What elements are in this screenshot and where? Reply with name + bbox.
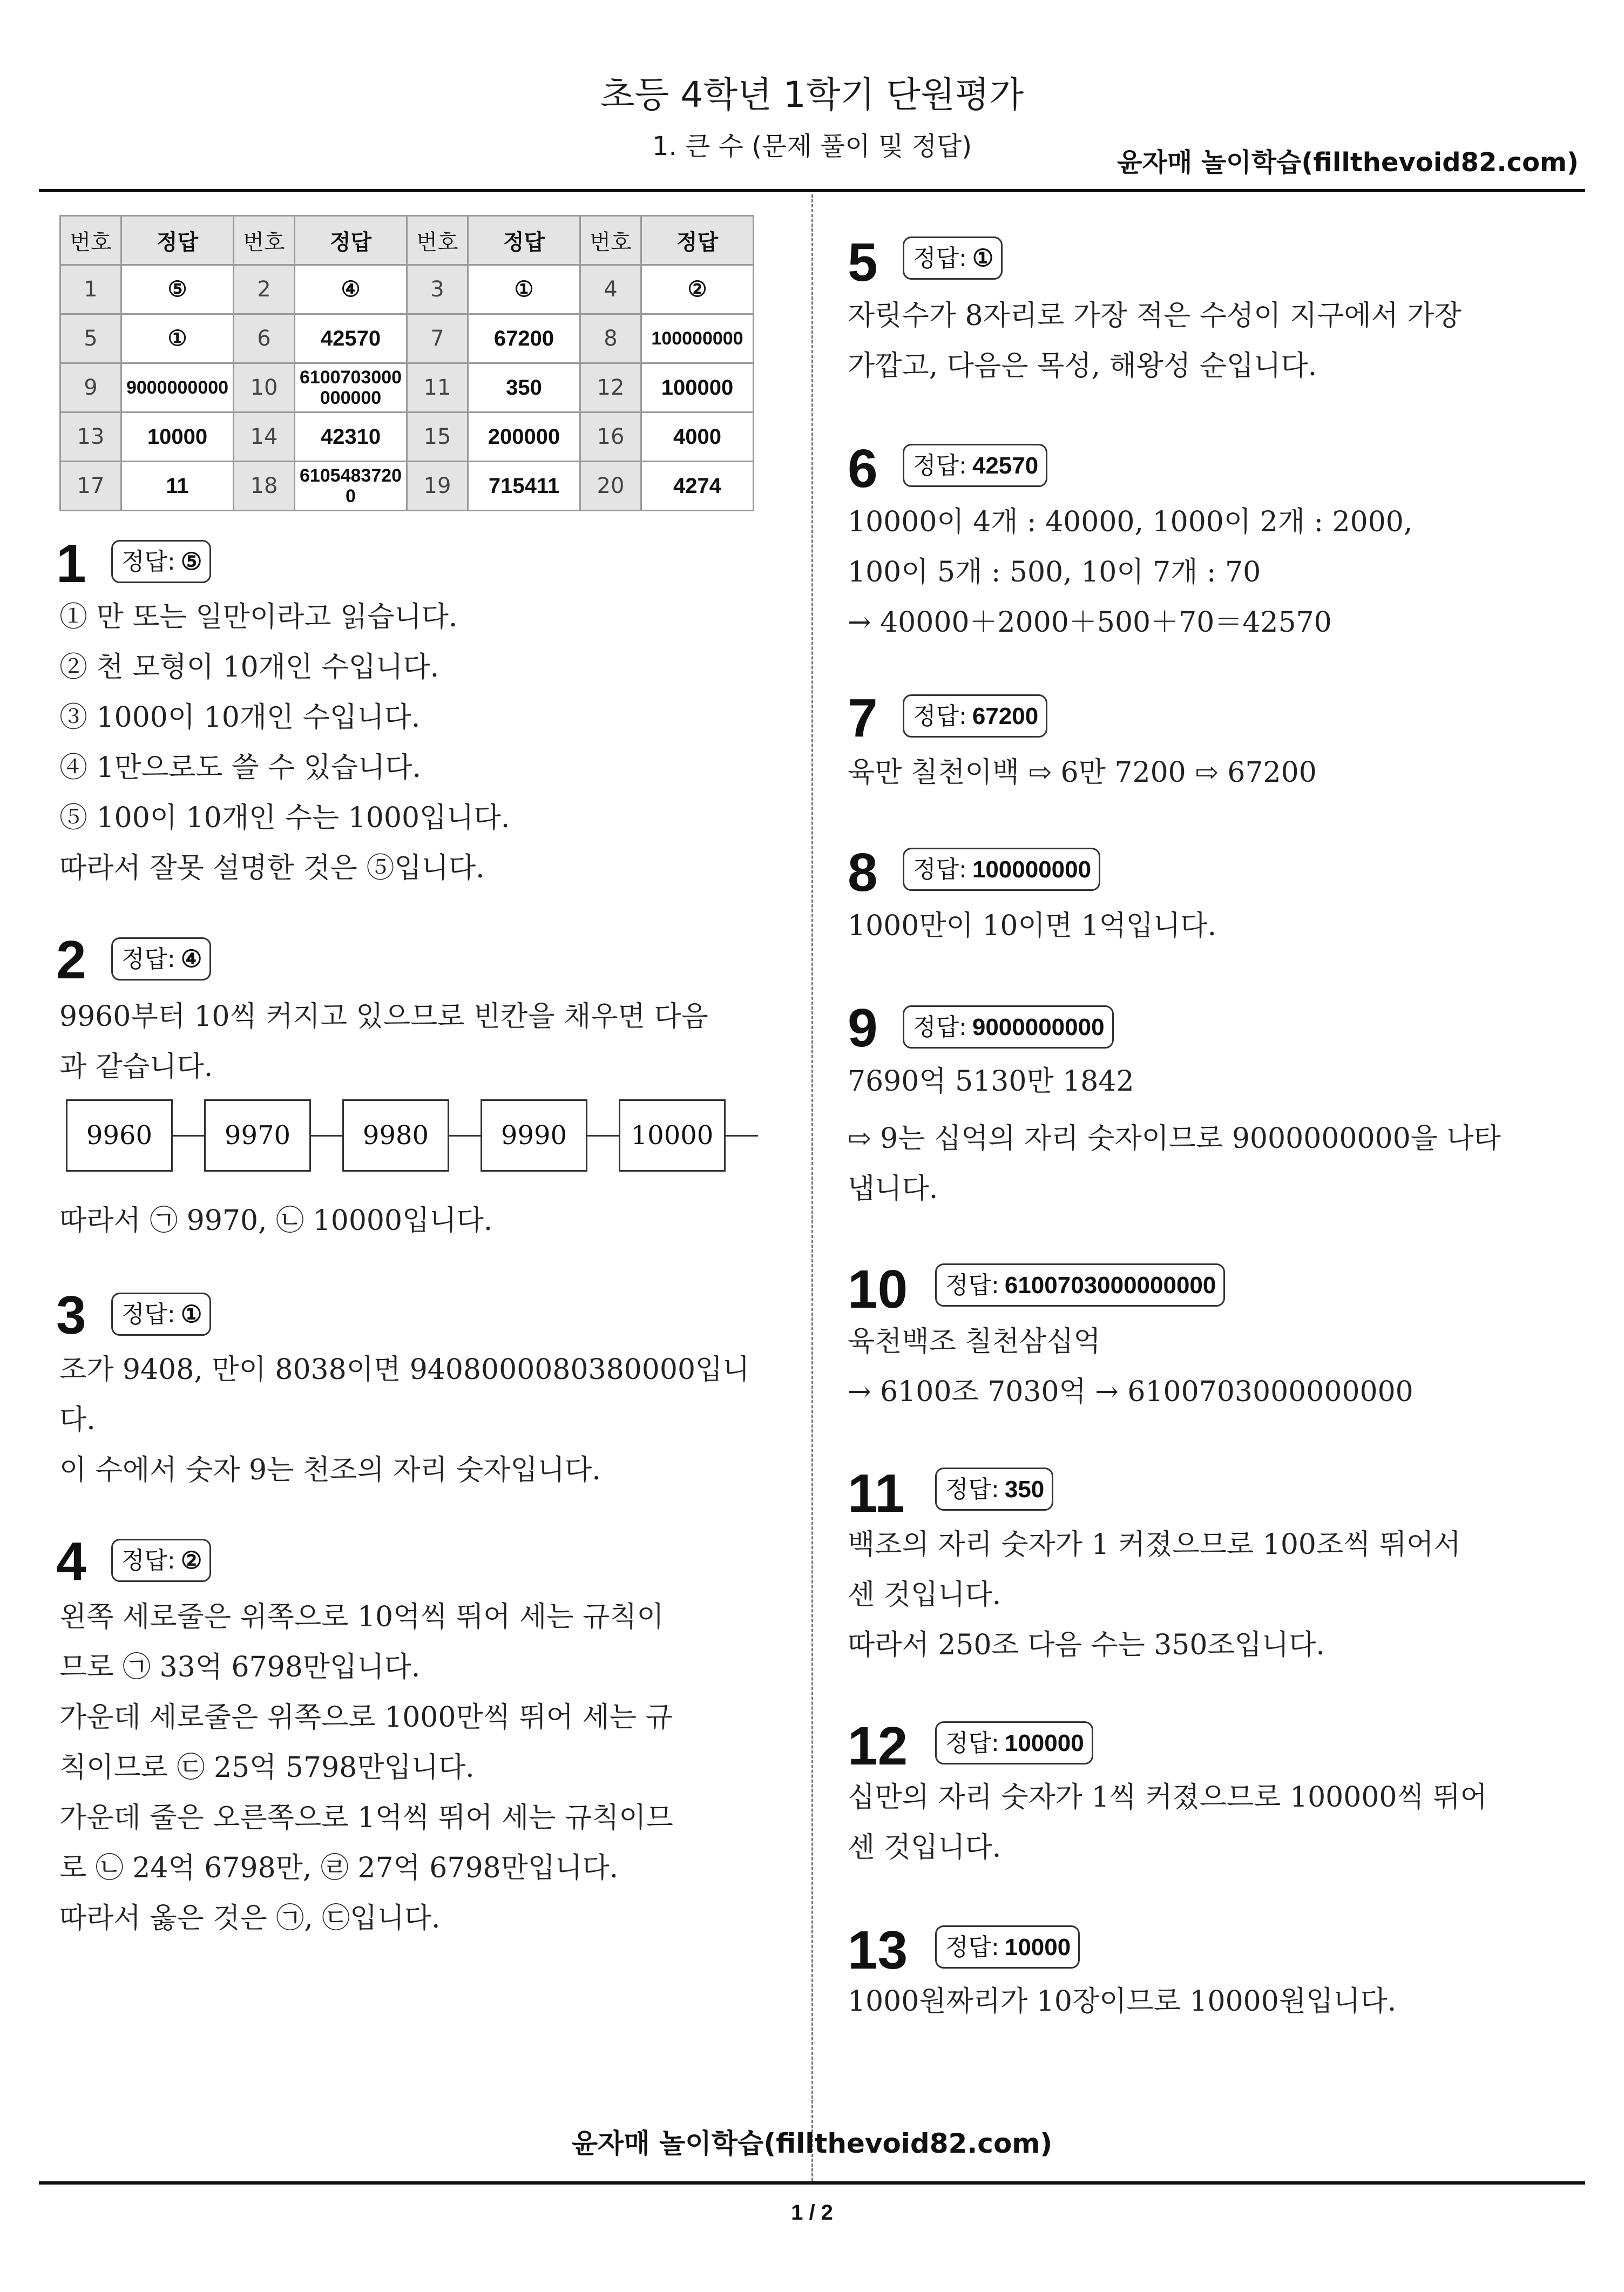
answer-badge	[935, 1263, 1225, 1307]
problem-number: 12	[848, 1716, 908, 1776]
badge-value: 350	[1004, 1476, 1045, 1503]
question-number: 13	[60, 413, 121, 462]
answer-cell: 100000000	[641, 314, 754, 363]
solution-line: ③ 1000이 10개인 수입니다.	[59, 701, 421, 734]
solution-line: 센 것입니다.	[848, 1579, 1002, 1611]
badge-value: 67200	[972, 703, 1039, 729]
badge-value: 100000	[1004, 1730, 1084, 1756]
page-number: 1 / 2	[791, 2201, 833, 2225]
solution-line: → 6100조 7030억 → 6100703000000000	[848, 1376, 1413, 1408]
badge-value: 10000	[1004, 1934, 1071, 1960]
problem-number: 7	[848, 688, 878, 748]
answer-cell: 61054837200	[295, 462, 407, 511]
answer-cell: ⑤	[121, 265, 234, 314]
question-number: 19	[407, 462, 468, 511]
problem-number: 3	[56, 1285, 86, 1346]
question-number: 3	[407, 265, 468, 314]
answer-cell: 9000000000	[121, 363, 234, 413]
question-number: 11	[407, 363, 468, 413]
sequence-box: 9980	[342, 1099, 449, 1172]
solution-line: 로 ㉡ 24억 6798만, ㉣ 27억 6798만입니다.	[59, 1852, 619, 1884]
badge-value: 9000000000	[972, 1014, 1105, 1040]
sequence-box: 10000	[619, 1099, 726, 1172]
question-number: 4	[580, 265, 641, 314]
answer-badge	[111, 1539, 211, 1582]
question-number: 10	[234, 363, 295, 413]
answer-cell: ①	[121, 314, 234, 363]
badge-value: 6100703000000000	[1004, 1272, 1216, 1299]
footer-divider	[39, 2181, 1585, 2185]
badge-label: 정답:	[913, 1013, 967, 1041]
header-answer: 정답	[295, 216, 407, 265]
solution-line: 칙이므로 ㉢ 25억 5798만입니다.	[59, 1752, 475, 1784]
answer-cell: 100000	[641, 363, 754, 413]
question-number: 14	[234, 413, 295, 462]
table-row	[60, 363, 754, 413]
header-answer: 정답	[641, 216, 754, 265]
solution-line: 십만의 자리 숫자가 1씩 커졌으므로 100000씩 뛰어	[848, 1781, 1487, 1814]
question-number: 9	[60, 363, 121, 413]
badge-value: ①	[972, 245, 994, 272]
solution-line: → 40000＋2000＋500＋70＝42570	[848, 606, 1332, 639]
answer-badge	[903, 848, 1100, 891]
solution-line: 가깝고, 다음은 목성, 해왕성 순입니다.	[848, 350, 1317, 382]
header-number: 번호	[60, 216, 121, 265]
badge-label: 정답:	[121, 945, 175, 973]
solution-line: ④ 1만으로도 쓸 수 있습니다.	[59, 752, 422, 784]
problem-number: 4	[56, 1531, 86, 1592]
header-answer: 정답	[468, 216, 580, 265]
problem-number: 5	[848, 232, 878, 293]
question-number: 15	[407, 413, 468, 462]
solution-line: 센 것입니다.	[848, 1831, 1002, 1864]
answer-cell: ②	[641, 265, 754, 314]
table-row	[60, 314, 754, 363]
badge-value: ①	[180, 1301, 202, 1328]
page-title: 초등 4학년 1학기 단원평가	[600, 74, 1024, 116]
answer-badge	[903, 694, 1047, 738]
answer-table-header	[60, 216, 754, 265]
answer-cell: 4274	[641, 462, 754, 511]
footer-brand: 윤자매 놀이학습(fillthevoid82.com)	[571, 2128, 1053, 2159]
answer-cell: ①	[468, 265, 580, 314]
header-divider	[39, 189, 1585, 192]
solution-line: 육천백조 칠천삼십억	[848, 1326, 1101, 1358]
badge-label: 정답:	[913, 245, 967, 272]
solution-line: 조가 9408, 만이 8038이면 9408000080380000입니	[59, 1354, 750, 1386]
solution-line: ⇨ 9는 십억의 자리 숫자이므로 9000000000을 나타	[848, 1123, 1501, 1155]
problem-number: 10	[848, 1259, 908, 1320]
problem-number: 9	[848, 998, 878, 1058]
solution-line: 1000원짜리가 10장이므로 10000원입니다.	[848, 1985, 1397, 2018]
problem-number: 6	[848, 438, 878, 499]
answer-badge	[903, 1005, 1114, 1049]
answer-badge	[111, 937, 211, 981]
solution-line: 9960부터 10씩 커지고 있으므로 빈칸을 채우면 다음	[59, 1000, 708, 1033]
badge-value: ②	[180, 1547, 202, 1574]
answer-cell: ④	[295, 265, 407, 314]
answer-cell: 42570	[295, 314, 407, 363]
solution-line: 왼쪽 세로줄은 위쪽으로 10억씩 뛰어 세는 규칙이	[59, 1601, 664, 1633]
column-divider	[811, 194, 813, 2181]
answer-badge	[935, 1468, 1053, 1511]
problem-number: 8	[848, 842, 878, 903]
badge-label: 정답:	[121, 1547, 175, 1574]
question-number: 16	[580, 413, 641, 462]
answer-cell: 42310	[295, 413, 407, 462]
question-number: 2	[234, 265, 295, 314]
problem-number: 2	[56, 930, 86, 990]
answer-table	[59, 215, 754, 511]
badge-value: 42570	[972, 452, 1039, 479]
table-row	[60, 265, 754, 314]
problem-number: 1	[56, 533, 86, 594]
solution-line: 백조의 자리 숫자가 1 커졌으므로 100조씩 뛰어서	[848, 1529, 1461, 1561]
header-number: 번호	[234, 216, 295, 265]
badge-label: 정답:	[945, 1933, 999, 1961]
answer-cell: 4000	[641, 413, 754, 462]
badge-label: 정답:	[913, 452, 967, 479]
answer-cell: 67200	[468, 314, 580, 363]
question-number: 8	[580, 314, 641, 363]
badge-value: ④	[180, 946, 202, 972]
problem-number: 11	[848, 1463, 905, 1524]
answer-cell: 6100703000000000	[295, 363, 407, 413]
table-row	[60, 413, 754, 462]
solution-line: ① 만 또는 일만이라고 읽습니다.	[59, 601, 458, 633]
solution-line: 다.	[59, 1404, 96, 1436]
solution-line: 자릿수가 8자리로 가장 적은 수성이 지구에서 가장	[848, 300, 1461, 332]
solution-line: 므로 ㉠ 33억 6798만입니다.	[59, 1651, 421, 1683]
badge-label: 정답:	[945, 1476, 999, 1503]
question-number: 7	[407, 314, 468, 363]
solution-line: 이 수에서 숫자 9는 천조의 자리 숫자입니다.	[59, 1454, 601, 1486]
solution-line: 과 같습니다.	[59, 1051, 213, 1083]
question-number: 17	[60, 462, 121, 511]
question-number: 1	[60, 265, 121, 314]
header-number: 번호	[407, 216, 468, 265]
badge-value: 100000000	[972, 856, 1092, 883]
solution-line: 냅니다.	[848, 1173, 938, 1205]
answer-badge	[935, 1721, 1093, 1764]
header-answer: 정답	[121, 216, 234, 265]
question-number: 12	[580, 363, 641, 413]
sequence-box: 9960	[66, 1099, 173, 1172]
answer-cell: 200000	[468, 413, 580, 462]
badge-label: 정답:	[913, 702, 967, 730]
solution-line: 1000만이 10이면 1억입니다.	[848, 910, 1217, 942]
header-brand: 윤자매 놀이학습(fillthevoid82.com)	[1117, 147, 1579, 178]
answer-cell: 715411	[468, 462, 580, 511]
badge-label: 정답:	[945, 1272, 999, 1299]
table-row	[60, 462, 754, 511]
problem-number: 13	[848, 1920, 908, 1980]
badge-label: 정답:	[121, 548, 175, 576]
solution-line: ② 천 모형이 10개인 수입니다.	[59, 651, 439, 684]
answer-badge	[935, 1925, 1080, 1969]
badge-label: 정답:	[121, 1301, 175, 1328]
answer-badge	[903, 444, 1047, 487]
sequence-box: 9970	[204, 1099, 311, 1172]
solution-line: 따라서 ㉠ 9970, ㉡ 10000입니다.	[59, 1205, 493, 1237]
answer-cell: 11	[121, 462, 234, 511]
badge-label: 정답:	[913, 856, 967, 883]
answer-badge	[111, 1293, 211, 1336]
question-number: 5	[60, 314, 121, 363]
solution-line: 따라서 옳은 것은 ㉠, ㉢입니다.	[59, 1902, 441, 1935]
solution-line: 따라서 잘못 설명한 것은 ⑤입니다.	[59, 852, 485, 884]
question-number: 18	[234, 462, 295, 511]
header-number: 번호	[580, 216, 641, 265]
answer-cell: 10000	[121, 413, 234, 462]
solution-line: 7690억 5130만 1842	[848, 1065, 1134, 1098]
answer-badge	[111, 540, 211, 583]
solution-line: ⑤ 100이 10개인 수는 1000입니다.	[59, 802, 510, 834]
badge-value: ⑤	[180, 549, 202, 575]
solution-line: 가운데 세로줄은 위쪽으로 1000만씩 뛰어 세는 규	[59, 1701, 673, 1734]
answer-cell: 350	[468, 363, 580, 413]
solution-line: 가운데 줄은 오른쪽으로 1억씩 뛰어 세는 규칙이므	[59, 1802, 673, 1834]
solution-line: 따라서 250조 다음 수는 350조입니다.	[848, 1629, 1325, 1661]
question-number: 20	[580, 462, 641, 511]
solution-line: 육만 칠천이백 ⇨ 6만 7200 ⇨ 67200	[848, 756, 1317, 789]
question-number: 6	[234, 314, 295, 363]
solution-line: 100이 5개 : 500, 10이 7개 : 70	[848, 556, 1261, 589]
sequence-box: 9990	[481, 1099, 587, 1172]
badge-label: 정답:	[945, 1729, 999, 1757]
solution-line: 10000이 4개 : 40000, 1000이 2개 : 2000,	[848, 506, 1413, 538]
answer-badge	[903, 236, 1003, 280]
page-subtitle: 1. 큰 수 (문제 풀이 및 정답)	[652, 131, 972, 161]
